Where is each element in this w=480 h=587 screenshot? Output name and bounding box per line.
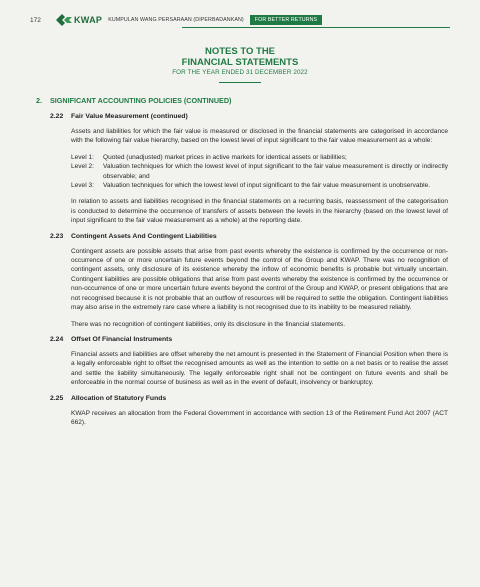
level-key: Level 3: (71, 182, 94, 190)
title-line-1: NOTES TO THE (204, 46, 276, 57)
organization-name: KUMPULAN WANG PERSARAAN (DIPERBADANKAN) (108, 17, 244, 23)
kwap-logo (56, 14, 102, 26)
level-item (71, 162, 448, 181)
subsection-heading-2-25 (50, 395, 448, 402)
subsection-heading-2-22 (50, 113, 448, 120)
section-number: 2. (36, 96, 42, 105)
subsection-title: Contingent Assets And Contingent Liabilities (71, 232, 217, 240)
paragraph: Contingent assets are possible assets that arise from past events whereby the existence is confirmed by the occurrence or non-occurrence of one or more uncertain future events beyond the control of the Group and KWAP. There was no recognition of contingent assets, only disclosure of its existence whereby the inflow of economic benefits is probable but virtually uncertain. Contingent liabilities are possible obligations that arise from past events whereby the existence is confirmed by the occurrence or non-occurrence of one or more uncertain future events beyond the control of the Group and KWAP, or present obligations that are not recognised because it is not probable that an outflow of resources will be required to settle the obligation. Contingent liabilities may also arise in the extremely rare case where a liability is not recognised due to its inability to be measured reliably. (71, 247, 448, 312)
title-subtitle: FOR THE YEAR ENDED 31 DECEMBER 2022 (172, 69, 308, 76)
level-key: Level 2: (71, 163, 94, 171)
paragraph: In relation to assets and liabilities recognised in the financial statements on a recurring basis, reassessment of the categorisation is conducted to determine the occurrence of transfers of assets between the levels in the hierarchy (based on the lowest level of input significant to the fair value measurement as a whole) at the reporting date. (71, 198, 448, 225)
level-item (71, 153, 448, 162)
page-header (30, 12, 322, 28)
level-text: Valuation techniques for which the lowest level of input significant to the fair value measurement is unobservable. (103, 182, 431, 190)
paragraph: KWAP receives an allocation from the Federal Government in accordance with section 13 of the Retirement Fund Act 2007 (ACT 662). (71, 409, 448, 426)
page-number: 172 (30, 16, 41, 24)
subsection-title: Offset Of Financial Instruments (71, 335, 173, 343)
subsection-heading-2-24 (50, 336, 448, 343)
level-text: Quoted (unadjusted) market prices in active markets for identical assets or liabilities; (103, 153, 347, 161)
level-item (71, 181, 448, 190)
subsection-number: 2.23 (50, 232, 64, 240)
subsection-number: 2.25 (50, 394, 64, 402)
paragraph: Financial assets and liabilities are offset whereby the net amount is presented in the Statement of Financial Position when there is a legally enforceable right to offset the recognised amounts as well as the intention to settle on a net basis or to realise the asset and settle the liability simultaneously. The legally enforceable right shall not be contingent on future events and shall be enforceable in the normal course of business as well as in the event of default, insolvency or bankruptcy. (71, 350, 448, 387)
subsection-title: Allocation of Statutory Funds (71, 394, 167, 402)
subsection-title: Fair Value Measurement (continued) (71, 113, 188, 120)
section-tab: FOR BETTER RETURNS (250, 15, 322, 25)
section-heading (36, 96, 448, 105)
level-text: Valuation techniques for which the lowest level of input significant to the fair value measurement is directly or indirectly observable; and (103, 163, 448, 180)
kwap-logo-icon (56, 14, 72, 26)
title-line-2: FINANCIAL STATEMENTS (181, 57, 299, 68)
paragraph: There was no recognition of contingent liabilities, only its disclosure in the financial statements. (71, 320, 346, 328)
subsection-number: 2.24 (50, 335, 64, 343)
title-rule (219, 82, 261, 83)
logo-text: KWAP (74, 15, 103, 25)
header-rule (182, 27, 450, 28)
fair-value-levels (71, 153, 448, 191)
level-key: Level 1: (71, 153, 94, 161)
notes-content (36, 96, 448, 434)
paragraph: Assets and liabilities for which the fair value is measured or disclosed in the financial statements are categorised in accordance with the following fair value hierarchy, based on the lowest level of input significant to the fair value measurement as a whole: (71, 128, 448, 145)
section-title: SIGNIFICANT ACCOUNTING POLICIES (CONTINUED) (50, 96, 232, 105)
subsection-number: 2.22 (50, 113, 64, 120)
subsection-heading-2-23 (50, 233, 448, 240)
